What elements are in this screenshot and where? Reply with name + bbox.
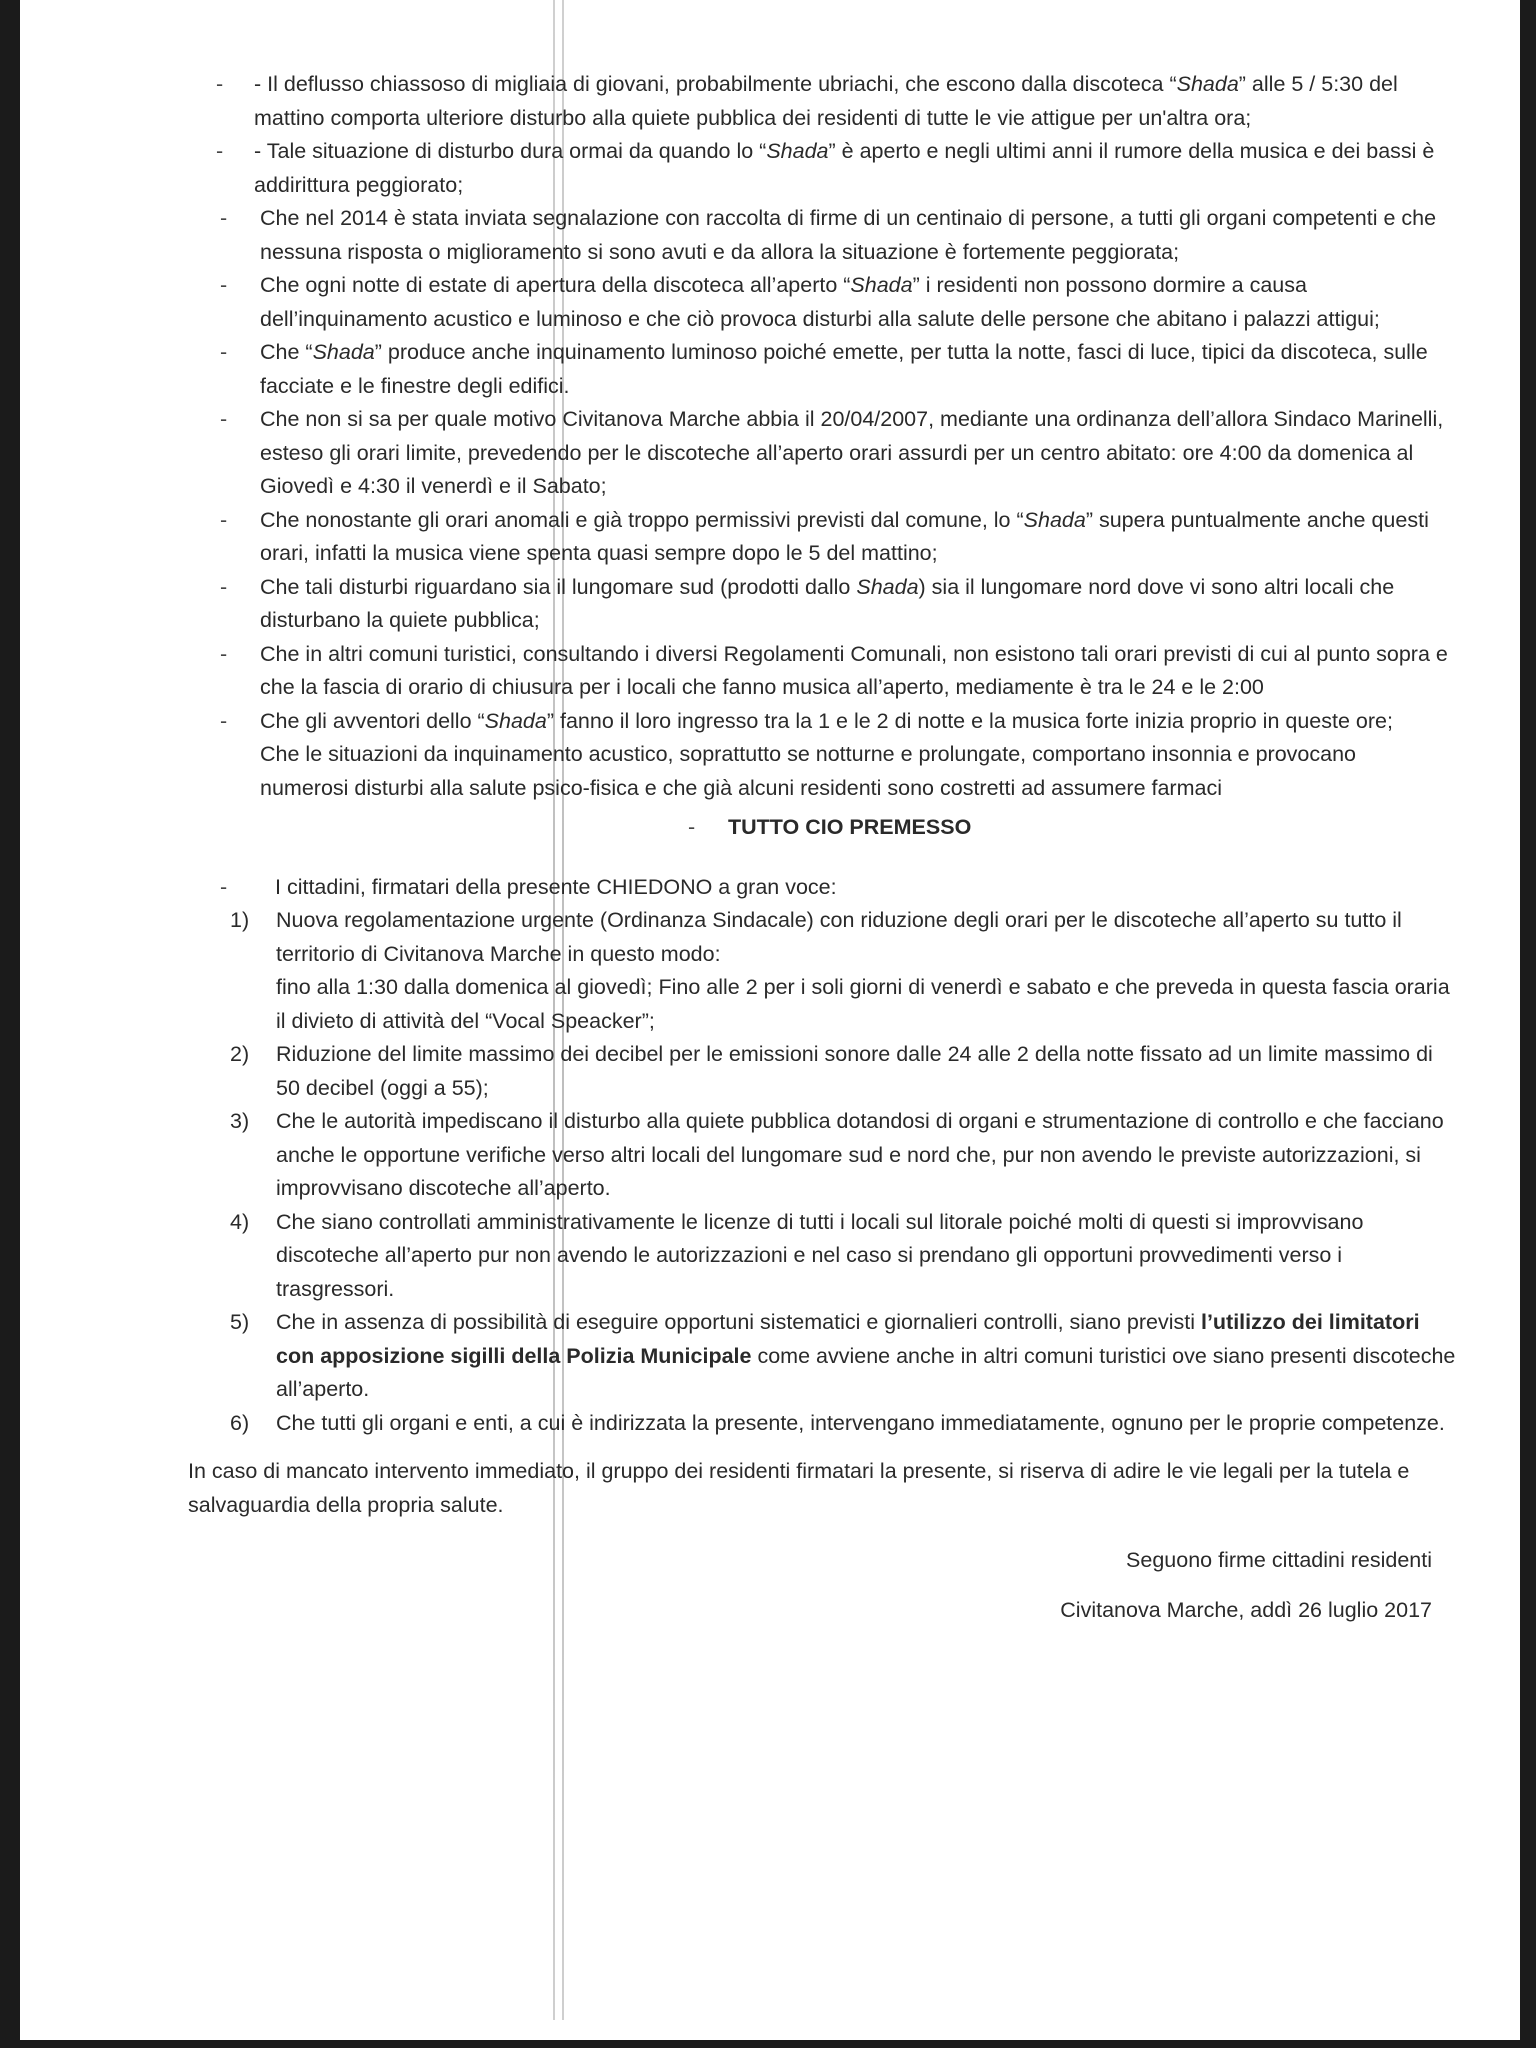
document-page xyxy=(20,0,1520,2040)
request-item xyxy=(20,1206,1520,1307)
bullet-text: Che nel 2014 è stata inviata segnalazione con raccolta di firme di un centinaio di persone, a tutti gli organi competenti e che nessuna risposta o miglioramento si sono avuti e da allora la situazione è fortemente peggiorata; xyxy=(260,206,1437,264)
bullet-continuation xyxy=(20,738,1520,805)
bullet-text: Che tali disturbi riguardano sia il lungomare sud (prodotti dallo Shada) sia il lungomare nord dove vi sono altri locali che disturbano la quiete pubblica; xyxy=(260,574,1395,632)
request-number: 3) xyxy=(230,1109,250,1133)
bullet-dash: - xyxy=(220,340,228,364)
request-intro-text: I cittadini, firmatari della presente CHIEDONO a gran voce: xyxy=(275,874,837,899)
request-text: Nuova regolamentazione urgente (Ordinanza Sindacale) con riduzione degli orari per le discoteche all’aperto su tutto il territorio di Civitanova Marche in questo modo: xyxy=(276,908,1402,966)
request-text xyxy=(276,1306,1456,1407)
bullet-text: - Il deflusso chiassoso di migliaia di giovani, probabilmente ubriachi, che escono dalla discoteca “Shada” alle 5 / 5:30 del mattino comporta ulteriore disturbo alla quiete pubblica dei residenti di tutte le vie attigue per un'altra ora; xyxy=(254,72,1398,130)
request-item xyxy=(20,1105,1520,1206)
request-number: 5) xyxy=(230,1310,250,1334)
request-list xyxy=(20,904,1520,1440)
heading-text: TUTTO CIO PREMESSO xyxy=(728,815,972,839)
request-intro xyxy=(20,871,1520,905)
club-name: Shada xyxy=(1023,507,1086,532)
bullet-text: Che ogni notte di estate di apertura della discoteca all’aperto “Shada” i residenti non possono dormire a causa dell’inquinamento acustico e luminoso e che ciò provoca disturbi alla salute delle persone che abitano i palazzi attigui; xyxy=(260,273,1380,331)
section-heading xyxy=(688,811,1520,845)
bullet-dash: - xyxy=(220,206,228,230)
heading-dash: - xyxy=(688,815,696,839)
bullet-item xyxy=(20,135,1520,202)
bullet-dash: - xyxy=(220,407,228,431)
bullet-dash: - xyxy=(220,273,228,297)
request-text: Riduzione del limite massimo dei decibel per le emissioni sonore dalle 24 alle 2 della notte fissato ad un limite massimo di 50 decibel (oggi a 55); xyxy=(276,1042,1433,1100)
request-text-part: come avviene anche in altri comuni turistici ove siano presenti discoteche all’aperto. xyxy=(276,1343,1456,1401)
bullet-text: Che gli avventori dello “Shada” fanno il loro ingresso tra la 1 e le 2 di notte e la musica forte inizia proprio in queste ore; xyxy=(260,708,1393,733)
request-number: 1) xyxy=(230,908,250,932)
request-number: 2) xyxy=(230,1042,250,1066)
bullet-dash: - xyxy=(216,139,224,163)
bullet-dash: - xyxy=(220,708,228,733)
document-body xyxy=(20,0,1520,1627)
bullet-item xyxy=(20,68,1520,135)
bullet-item xyxy=(20,504,1520,571)
place-date: Civitanova Marche, addì 26 luglio 2017 xyxy=(1060,1597,1432,1622)
bullet-text: Che “Shada” produce anche inquinamento luminoso poiché emette, per tutta la notte, fasci di luce, tipici da discoteca, sulle facciate e le finestre degli edifici. xyxy=(260,340,1428,398)
bullet-item xyxy=(20,202,1520,269)
request-text: Che siano controllati amministrativamente le licenze di tutti i locali sul litorale poiché molti di questi si improvvisano discoteche all’aperto pur non avendo le autorizzazioni e nel caso si prendano gli opportuni provvedimenti verso i trasgressori. xyxy=(276,1209,1364,1301)
closing-paragraph: In caso di mancato intervento immediato, il gruppo dei residenti firmatari la presente, si riserva di adire le vie legali per la tutela e salvaguardia della propria salute. xyxy=(188,1459,1410,1517)
bullet-dash: - xyxy=(220,507,228,532)
bullet-item xyxy=(20,638,1520,705)
club-name: Shada xyxy=(850,273,913,297)
club-name: Shada xyxy=(856,574,919,599)
club-name: Shada xyxy=(312,340,375,364)
request-number: 6) xyxy=(230,1410,250,1435)
request-text: Che tutti gli organi e enti, a cui è indirizzata la presente, intervengano immediatamente, ognuno per le proprie competenze. xyxy=(276,1410,1445,1435)
bullet-item xyxy=(20,336,1520,403)
bullet-dash: - xyxy=(220,874,228,899)
club-name: Shada xyxy=(1176,72,1239,96)
request-text-part: Che in assenza di possibilità di eseguire opportuni sistematici e giornalieri controlli, siano previsti xyxy=(276,1310,1201,1334)
request-text: Che le autorità impediscano il disturbo alla quiete pubblica dotandosi di organi e strumentazione di controllo e che facciano anche le opportune verifiche verso altri locali del lungomare sud e nord che, pur non avendo le previste autorizzazioni, si improvvisano discoteche all’aperto. xyxy=(276,1109,1444,1200)
request-text-extra: fino alla 1:30 dalla domenica al giovedì; Fino alle 2 per i soli giorni di venerdì e sabato e che preveda in questa fascia oraria il divieto di attività del “Vocal Speacker”; xyxy=(276,975,1450,1033)
request-number: 4) xyxy=(230,1209,250,1234)
bullet-item xyxy=(20,403,1520,504)
bullet-text: Che nonostante gli orari anomali e già troppo permissivi previsti dal comune, lo “Shada” supera puntualmente anche questi orari, infatti la musica viene spenta quasi sempre dopo le 5 del mattino; xyxy=(260,507,1429,565)
bullet-text: Che le situazioni da inquinamento acustico, soprattutto se notturne e prolungate, comportano insonnia e provocano numerosi disturbi alla salute psico-fisica e che già alcuni residenti sono costretti ad assumere farmaci xyxy=(260,742,1357,800)
bullet-text: Che non si sa per quale motivo Civitanova Marche abbia il 20/04/2007, mediante una ordinanza dell’allora Sindaco Marinelli, esteso gli orari limite, prevedendo per le discoteche all’aperto orari assurdi per un centro abitato: ore 4:00 da domenica al Giovedì e 4:30 il venerdì e il Sabato; xyxy=(260,407,1444,498)
bullet-dash: - xyxy=(220,574,228,599)
request-item xyxy=(20,1038,1520,1105)
bullet-item xyxy=(20,269,1520,336)
club-name: Shada xyxy=(484,708,547,733)
bullet-item xyxy=(20,705,1520,739)
club-name: Shada xyxy=(766,139,829,163)
bullet-item xyxy=(20,571,1520,638)
bullet-dash: - xyxy=(220,641,228,666)
request-item xyxy=(20,1407,1520,1441)
request-text-bold: l’utilizzo dei limitatori con apposizione sigilli della Polizia Municipale xyxy=(276,1310,1420,1368)
signature-note: Seguono firme cittadini residenti xyxy=(1126,1548,1432,1572)
bullet-text: Che in altri comuni turistici, consultando i diversi Regolamenti Comunali, non esistono tali orari previsti di cui al punto sopra e che la fascia di orario di chiusura per i locali che fanno musica all’aperto, mediamente è tra le 24 e le 2:00 xyxy=(260,641,1448,699)
bullet-dash: - xyxy=(216,72,224,96)
request-item xyxy=(20,904,1520,1038)
bullet-text: - Tale situazione di disturbo dura ormai da quando lo “Shada” è aperto e negli ultimi anni il rumore della musica e dei bassi è addirittura peggiorato; xyxy=(254,139,1435,197)
request-item xyxy=(20,1306,1520,1407)
